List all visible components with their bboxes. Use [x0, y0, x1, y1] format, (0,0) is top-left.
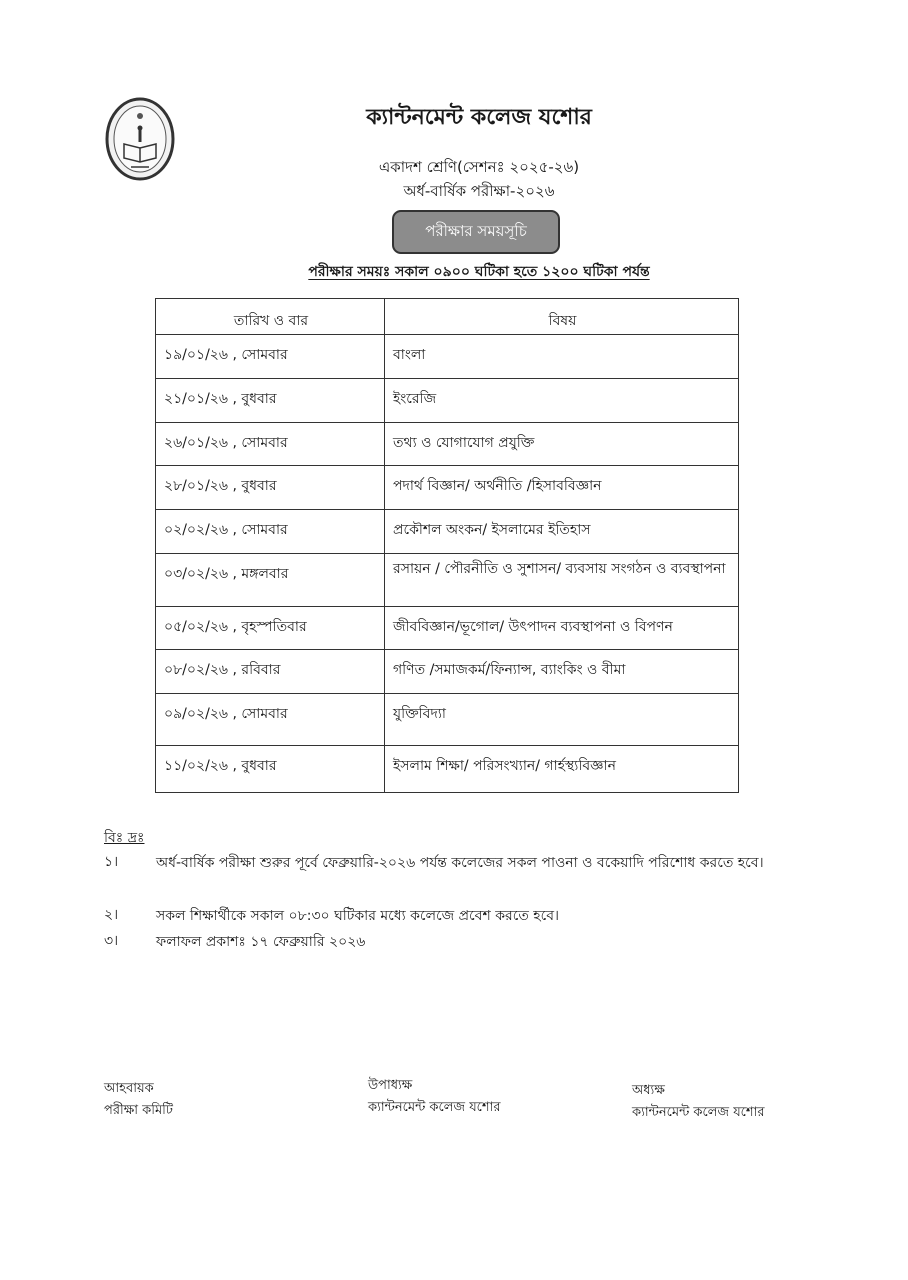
signature-org: পরীক্ষা কমিটি [104, 1103, 173, 1118]
row-subject: ইসলাম শিক্ষা/ পরিসংখ্যান/ গার্হস্থ্যবিজ্ঞান [385, 746, 739, 793]
exam-schedule-table [155, 298, 739, 793]
note-text: ফলাফল প্রকাশঃ ১৭ ফেব্রুয়ারি ২০২৬ [156, 934, 366, 950]
table-row [156, 694, 739, 746]
row-date: ০৯/০২/২৬ , সোমবার [156, 694, 385, 746]
header-subject: বিষয় [385, 299, 739, 335]
row-date: ১১/০২/২৬ , বুধবার [156, 746, 385, 793]
row-date: ০৩/০২/২৬ , মঙ্গলবার [156, 554, 385, 607]
table-row [156, 650, 739, 694]
row-subject: পদার্থ বিজ্ঞান/ অর্থনীতি /হিসাববিজ্ঞান [385, 466, 739, 510]
table-row [156, 554, 739, 607]
note-item [104, 850, 864, 902]
row-subject: বাংলা [385, 335, 739, 379]
college-name: ক্যান্টনমেন্ট কলেজ যশোর [366, 105, 592, 130]
row-date: ২১/০১/২৬ , বুধবার [156, 379, 385, 423]
row-subject: ইংরেজি [385, 379, 739, 423]
table-row [156, 423, 739, 466]
header-date: তারিখ ও বার [156, 299, 385, 335]
row-subject: তথ্য ও যোগাযোগ প্রযুক্তি [385, 423, 739, 466]
note-number: ১। [104, 854, 119, 870]
row-subject: গণিত /সমাজকর্ম/ফিন্যান্স, ব্যাংকিং ও বীমা [385, 650, 739, 694]
table-row [156, 607, 739, 650]
row-date: ১৯/০১/২৬ , সোমবার [156, 335, 385, 379]
table-row [156, 379, 739, 423]
row-subject: জীববিজ্ঞান/ভূগোল/ উৎপাদন ব্যবস্থাপনা ও বিপণন [385, 607, 739, 650]
table-row [156, 510, 739, 554]
note-text: সকল শিক্ষার্থীকে সকাল ০৮:৩০ ঘটিকার মধ্যে কলেজে প্রবেশ করতে হবে। [156, 908, 560, 924]
class-session: একাদশ শ্রেণি(সেশনঃ ২০২৫-২৬) [378, 158, 580, 176]
table-row [156, 466, 739, 510]
row-date: ০৫/০২/২৬ , বৃহস্পতিবার [156, 607, 385, 650]
note-item [104, 929, 864, 955]
signature-title: উপাধ্যক্ষ [368, 1078, 413, 1093]
exam-time-text: পরীক্ষার সময়ঃ সকাল ০৯০০ ঘটিকা হতে ১২০০ ঘটিকা পর্যন্ত [308, 264, 650, 280]
row-subject: যুক্তিবিদ্যা [385, 694, 739, 746]
table-row [156, 335, 739, 379]
signature-org: ক্যান্টনমেন্ট কলেজ যশোর [632, 1105, 765, 1120]
note-number: ৩। [104, 933, 119, 949]
note-text: অর্ধ-বার্ষিক পরীক্ষা শুরুর পূর্বে ফেব্রুয়ারি-২০২৬ পর্যন্ত কলেজের সকল পাওনা ও বকেয়াদি পরিশোধ করতে হবে। [156, 855, 764, 871]
row-date: ০৮/০২/২৬ , রবিবার [156, 650, 385, 694]
schedule-label-box: পরীক্ষার সময়সূচি [392, 210, 560, 254]
signature-convener [104, 1078, 173, 1122]
signature-principal [632, 1080, 765, 1124]
signature-vice-principal [368, 1075, 501, 1119]
signature-title: আহবায়ক [104, 1081, 154, 1096]
signature-org: ক্যান্টনমেন্ট কলেজ যশোর [368, 1100, 501, 1115]
row-date: ২৮/০১/২৬ , বুধবার [156, 466, 385, 510]
signature-title: অধ্যক্ষ [632, 1083, 665, 1098]
table-header-row [156, 299, 739, 335]
note-number: ২। [104, 907, 119, 923]
row-subject: রসায়ন / পৌরনীতি ও সুশাসন/ ব্যবসায় সংগঠন ও ব্যবস্থাপনা [385, 554, 739, 607]
note-item [104, 903, 864, 929]
row-date: ০২/০২/২৬ , সোমবার [156, 510, 385, 554]
table-row [156, 746, 739, 793]
notes-heading: বিঃ দ্রঃ [104, 830, 145, 846]
row-date: ২৬/০১/২৬ , সোমবার [156, 423, 385, 466]
exam-name: অর্ধ-বার্ষিক পরীক্ষা-২০২৬ [403, 182, 555, 200]
exam-time [0, 260, 908, 284]
row-subject: প্রকৌশল অংকন/ ইসলামের ইতিহাস [385, 510, 739, 554]
